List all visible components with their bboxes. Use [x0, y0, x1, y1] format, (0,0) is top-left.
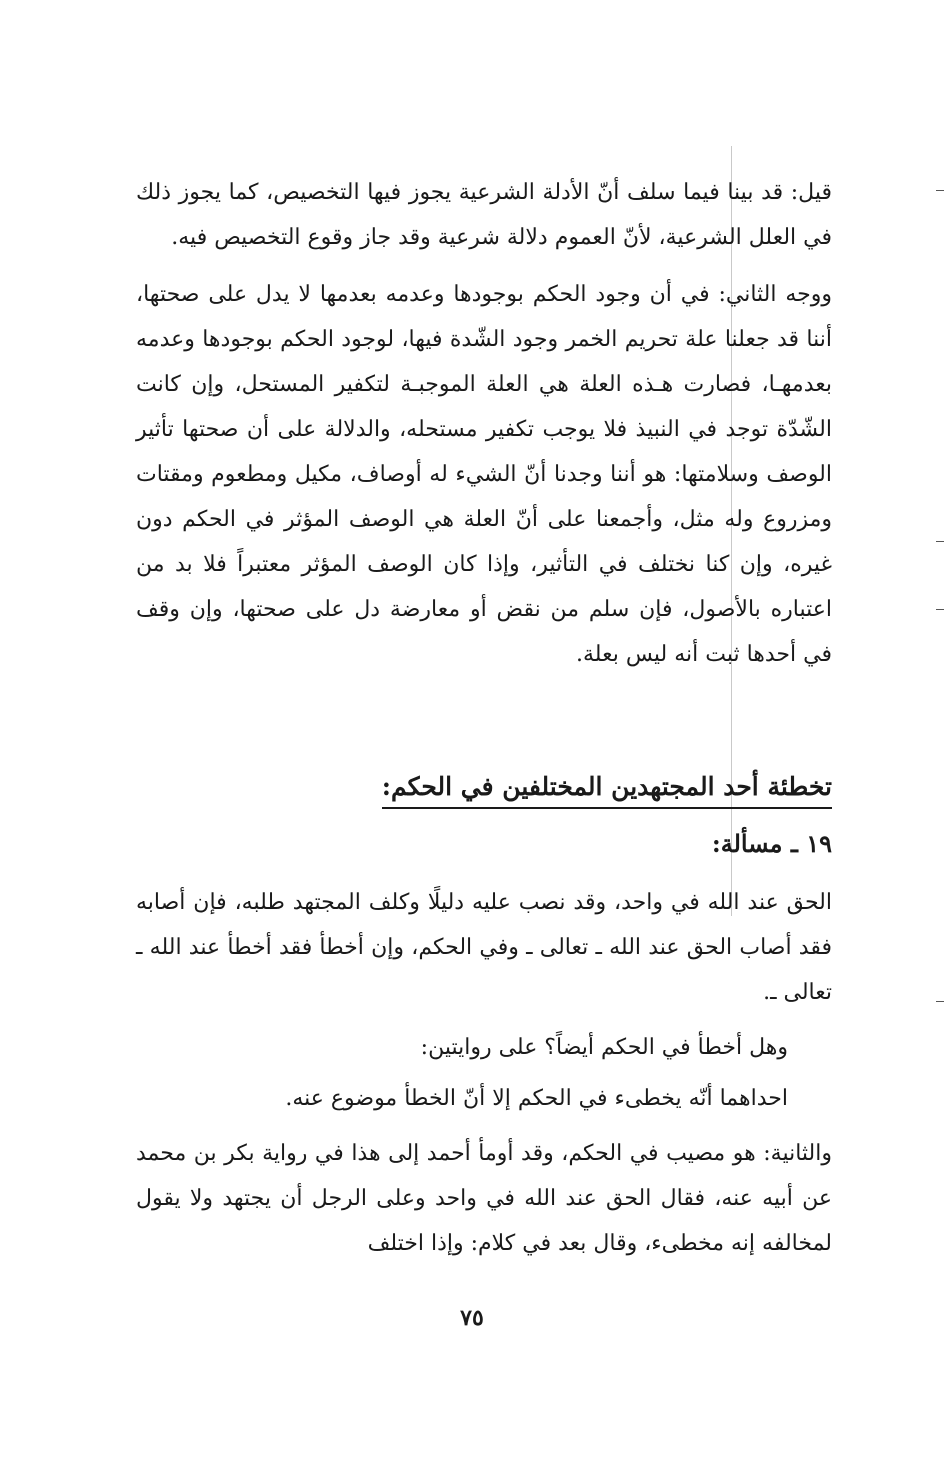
margin-tick-mark [936, 609, 944, 610]
section-title: تخطئة أحد المجتهدين المختلفين في الحكم: [382, 772, 832, 809]
paragraph: ووجه الثاني: في أن وجود الحكم بوجودها وعدمه بعدمها لا يدل على صحتها، أننا قد جعلنا علة تحريم الخمر وجود الشّدة فيها، لوجود الحكم بوجودها وعدمه بعدمهـا، فصارت هـذه العلة هي العلة الموجبـة لتكفير المستحل، وإن كانت الشّدّة توجد في النبيذ فلا يوجب تكفير مستحله، والدلالة على أن صحتها تأثير الوصف وسلامتها: هو أننا وجدنا أنّ الشيء له أوصاف، مكيل ومطعوم ومقتات ومزروع وله مثل، وأجمعنا على أنّ العلة هي الوصف المؤثر في الحكم دون غيره، وإن كنا نختلف في التأثير، وإذا كان الوصف المؤثر معتبراً فلا بد من اعتباره بالأصول، فإن سلم من نقض أو معارضة دل على صحتها، وإن وقف في أحدها ثبت أنه ليس بعلة. [136, 282, 832, 667]
issue-heading: ١٩ ـ مسألة: [711, 829, 832, 858]
paragraph: وهل أخطأ في الحكم أيضاً؟ على روايتين: [420, 1035, 788, 1060]
paragraph: قيل: قد بينا فيما سلف أنّ الأدلة الشرعية يجوز فيها التخصيص، كما يجوز ذلك في العلل الشرعية، لأنّ العموم دلالة شرعية وقد جاز وقوع التخصيص فيه. [136, 180, 832, 250]
paragraph: الحق عند الله في واحد، وقد نصب عليه دليلًا وكلف المجتهد طلبه، فإن أصابه فقد أصاب الحق عند الله ـ تعالى ـ وفي الحكم، وإن أخطأ فقد أخطأ عند الله ـ تعالى ـ. [136, 890, 832, 1005]
margin-tick-mark [936, 190, 944, 191]
body-text-bottom [136, 880, 832, 1266]
page-number: ٧٥ [460, 1305, 484, 1331]
margin-tick-mark [936, 1001, 944, 1002]
paragraph: احداهما أنّه يخطىء في الحكم إلا أنّ الخطأ موضوع عنه. [285, 1086, 788, 1111]
margin-tick-mark [936, 541, 944, 542]
paragraph: والثانية: هو مصيب في الحكم، وقد أومأ أحمد إلى هذا في رواية بكر بن محمد عن أبيه عنه، فقال الحق عند الله في واحد وعلى الرجل أن يجتهد ولا يقول لمخالفه إنه مخطىء، وقال بعد في كلام: وإذا اختلف [136, 1141, 832, 1256]
body-text-top [136, 170, 832, 677]
